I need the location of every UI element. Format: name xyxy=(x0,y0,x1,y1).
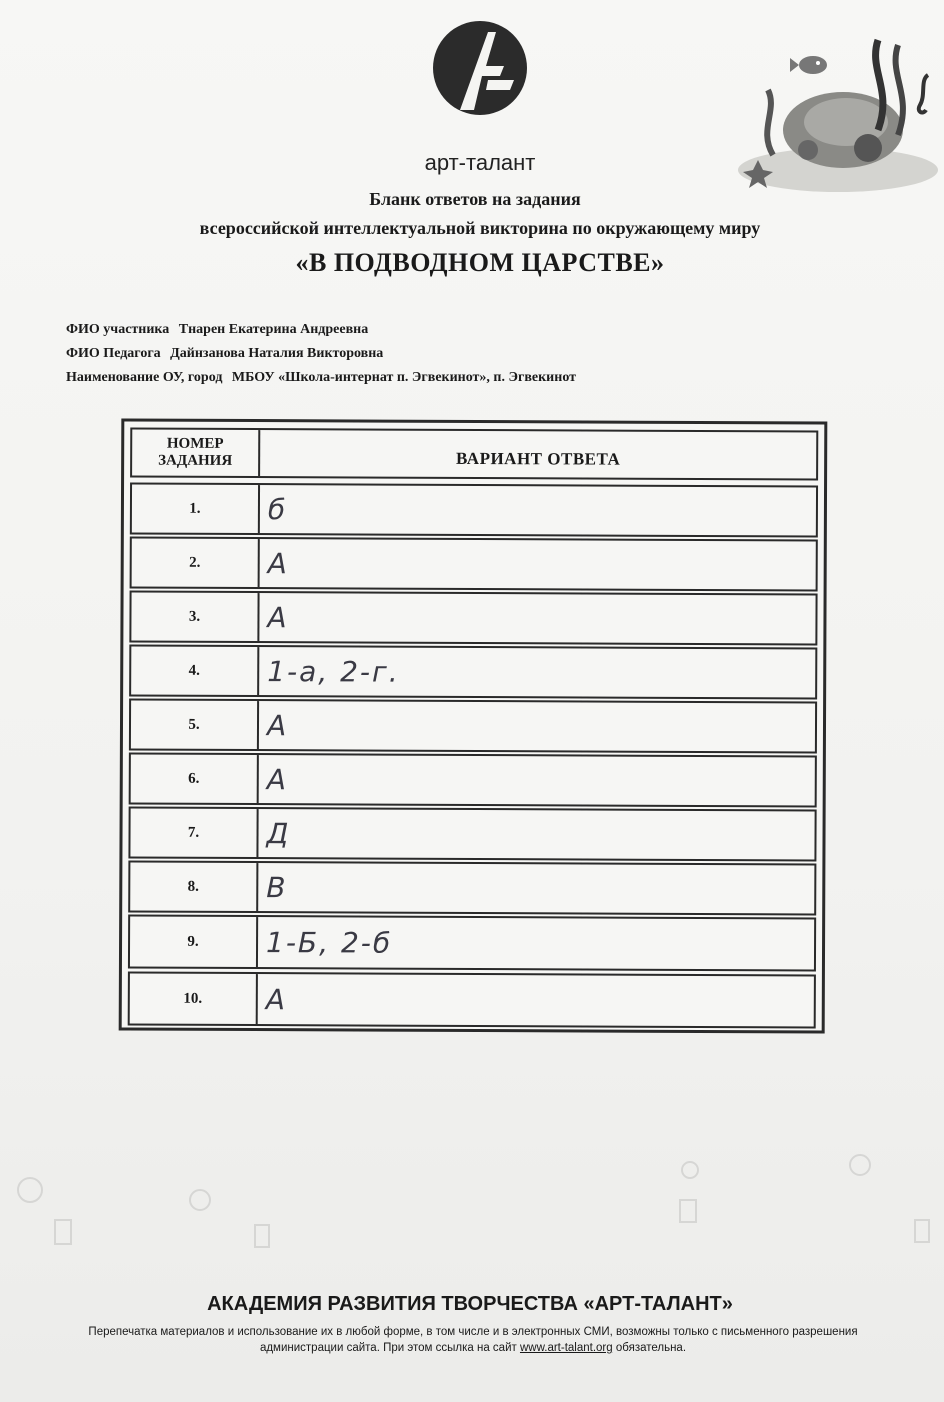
task-number: 4. xyxy=(131,647,259,696)
table-row xyxy=(130,537,818,592)
task-number: 9. xyxy=(130,917,258,968)
brand-name: арт-талант xyxy=(424,150,536,175)
answer-value: 1-Б, 2-б xyxy=(265,925,393,960)
footer-disclaimer xyxy=(78,1324,868,1356)
footer-text-part2: обязательна. xyxy=(615,1342,687,1354)
answer-value: 1-а, 2-г. xyxy=(267,654,400,689)
teacher-name-value: Дайнзанова Наталия Викторовна xyxy=(170,346,384,361)
table-row xyxy=(128,806,816,861)
column-header-number: НОМЕР ЗАДАНИЯ xyxy=(132,430,260,477)
task-number: 8. xyxy=(130,863,258,912)
task-number: 6. xyxy=(131,755,259,804)
subtitle-quiz: всероссийской интеллектуальной викторина по окружающему миру xyxy=(199,218,761,238)
teacher-name-line xyxy=(66,346,383,362)
page-title: «В ПОДВОДНОМ ЦАРСТВЕ» xyxy=(295,248,665,277)
table-header-row xyxy=(130,428,818,481)
school-label: Наименование ОУ, город xyxy=(66,370,223,385)
answer-value: А xyxy=(265,982,288,1016)
answer-value: А xyxy=(267,546,289,580)
task-number: 5. xyxy=(131,701,259,750)
table-row xyxy=(129,698,817,753)
answer-value: Д xyxy=(266,816,291,850)
school-value: МБОУ «Школа-интернат п. Эгвекинот», п. Эгвекинот xyxy=(231,370,577,385)
answers-table xyxy=(119,418,828,1033)
footer-title: АКАДЕМИЯ РАЗВИТИЯ ТВОРЧЕСТВА «АРТ-ТАЛАНТ» xyxy=(207,1293,733,1315)
answer-value: В xyxy=(266,870,288,904)
teacher-name-label: ФИО Педагога xyxy=(66,346,161,361)
background-doodles xyxy=(0,1130,944,1280)
answer-value: б xyxy=(267,492,288,526)
answer-value: А xyxy=(266,762,288,796)
task-number: 3. xyxy=(131,593,259,642)
task-number: 10. xyxy=(130,974,258,1025)
task-number: 1. xyxy=(132,485,260,534)
table-row xyxy=(128,971,816,1028)
art-talant-logo xyxy=(430,18,530,136)
subtitle-form: Бланк ответов на задания xyxy=(369,189,581,209)
task-number: 2. xyxy=(132,539,260,588)
table-row xyxy=(129,591,817,646)
table-row xyxy=(128,860,816,915)
participant-name-line xyxy=(66,322,368,338)
table-row xyxy=(129,752,817,807)
table-row xyxy=(129,644,817,699)
footer-text-part1: Перепечатка материалов и использование их в любой форме, в том числе и в электронных СМИ, возможны только с письменного разрешения администрации сайта. При этом ссылка на сайт xyxy=(88,1326,858,1354)
table-row xyxy=(128,914,816,971)
participant-name-value: Тнарен Екатерина Андреевна xyxy=(178,322,369,337)
footer-site-link[interactable]: www.art-talant.org xyxy=(519,1342,613,1354)
answer-value: А xyxy=(267,600,289,634)
school-line xyxy=(66,370,576,386)
task-number: 7. xyxy=(130,809,258,858)
table-row xyxy=(130,483,818,538)
answer-value: А xyxy=(266,708,289,742)
underwater-illustration xyxy=(728,20,938,200)
column-header-answer: ВАРИАНТ ОТВЕТА xyxy=(456,448,621,469)
participant-name-label: ФИО участника xyxy=(66,322,170,337)
